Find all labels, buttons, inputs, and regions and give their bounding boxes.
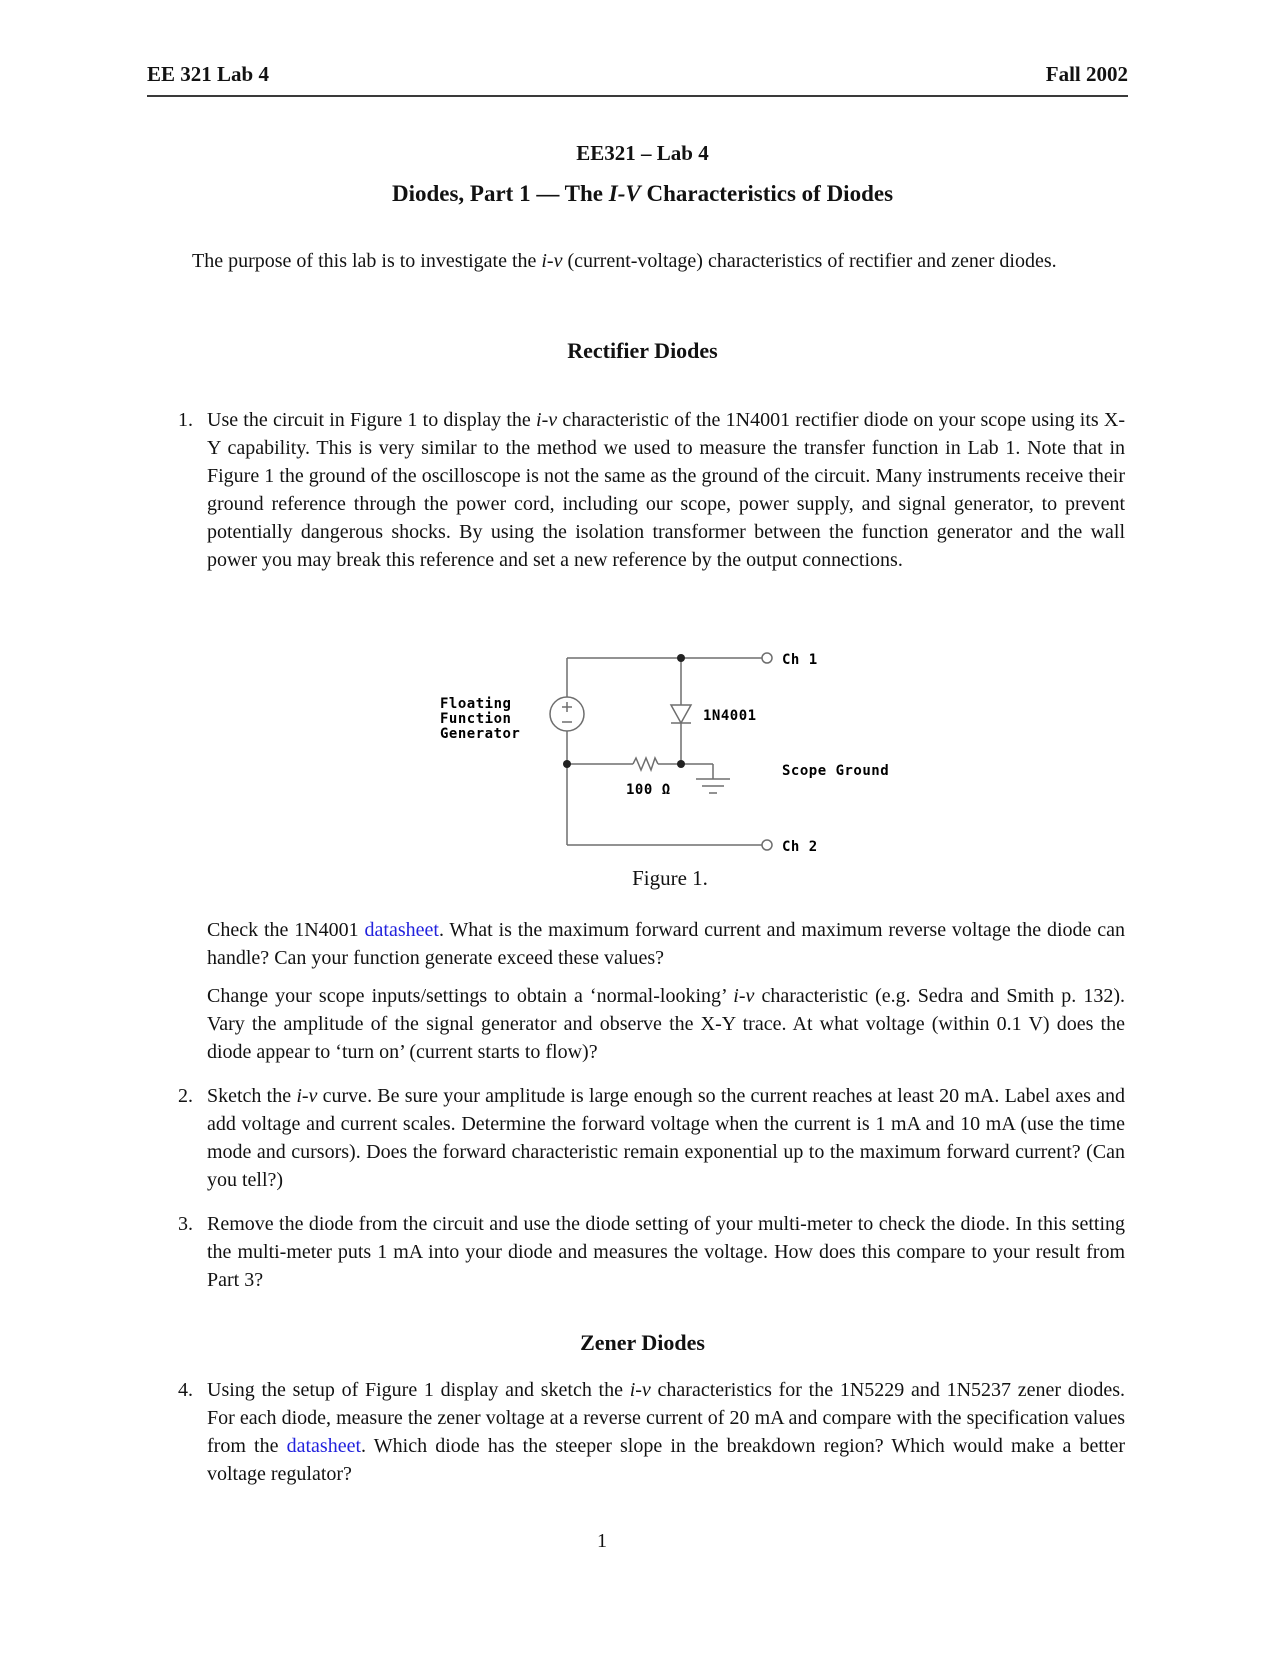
document-title: EE321 – Lab 4 <box>576 141 709 165</box>
italic-text: i-v <box>541 250 563 272</box>
italic-text: i-v <box>629 1379 651 1401</box>
text-segment: Check the 1N4001 <box>207 919 365 941</box>
resistor-icon <box>633 758 658 770</box>
item-number: 4. <box>178 1379 193 1401</box>
ch2-label: Ch 2 <box>782 839 818 855</box>
text-segment: characteristics for the 1N5229 and 1N5237 zener diodes. For each diode, measure the zener voltage at a reverse current of 20 mA and compare with the specification values from the <box>207 1379 1125 1457</box>
text-segment: Using the setup of Figure 1 display and sketch the <box>207 1379 630 1401</box>
section-heading-zener: Zener Diodes <box>580 1330 705 1355</box>
text-segment: characteristic of the 1N4001 rectifier diode on your scope using its X-Y capability. This is very similar to the method we used to measure the transfer function in Lab 1. Note that in Figure 1 the ground of the oscilloscope is not the same as the ground of the circuit. Many instruments receive their ground reference through the power cord, including our scope, power supply, and signal generator, to prevent potentially dangerous shocks. By using the isolation transformer between the function generator and the wall power you may break this reference and set a new reference by the output connections. <box>207 409 1125 571</box>
item-number: 2. <box>178 1085 193 1107</box>
italic-text: I-V <box>608 181 641 206</box>
item-number: 1. <box>178 409 193 431</box>
section-heading-rectifier: Rectifier Diodes <box>567 338 718 363</box>
junction-dot <box>563 760 571 768</box>
check-datasheet-paragraph <box>207 916 1125 972</box>
change-scope-paragraph <box>207 982 1125 1066</box>
text-segment: Change your scope inputs/settings to obtain a ‘normal-looking’ <box>207 985 734 1007</box>
intro-paragraph <box>150 247 1125 275</box>
diode-icon <box>671 705 691 723</box>
list-item-4 <box>178 1376 1125 1488</box>
italic-text: i-v <box>536 409 558 431</box>
ch1-terminal <box>762 653 772 663</box>
list-item-1 <box>178 406 1125 574</box>
item-number: 3. <box>178 1213 193 1235</box>
page-number: 1 <box>597 1530 607 1552</box>
junction-dot <box>677 654 685 662</box>
document-subtitle <box>150 181 1135 207</box>
item-text <box>207 406 1125 574</box>
text-segment: . Which diode has the steeper slope in the breakdown region? Which would make a better voltage regulator? <box>207 1435 1126 1485</box>
text-segment: characteristic (e.g. Sedra and Smith p. 132). Vary the amplitude of the signal generator and observe the X-Y trace. At what voltage (within 0.1 V) does the diode appear to ‘turn on’ (current starts to flow)? <box>207 985 1126 1063</box>
text-segment: Remove the diode from the circuit and use the diode setting of your multi-meter to check the diode. In this setting the multi-meter puts 1 mA into your diode and measures the voltage. How does this compare to your result from Part 3? <box>207 1213 1125 1291</box>
header-course: EE 321 Lab 4 <box>147 62 269 86</box>
item-text <box>207 1210 1125 1294</box>
header-term: Fall 2002 <box>1045 62 1128 86</box>
source-label-line2: Function <box>440 711 512 727</box>
text-segment: Characteristics of Diodes <box>640 181 894 206</box>
page-header <box>147 62 1128 97</box>
text-segment: The purpose of this lab is to investigate the <box>192 250 542 272</box>
item-text <box>207 1376 1125 1488</box>
italic-text: i-v <box>296 1085 318 1107</box>
text-segment: Diodes, Part 1 — The <box>391 181 609 206</box>
text-segment: . What is the maximum forward current and maximum reverse voltage the diode can handle? Can your function generate exceed these values? <box>207 919 1125 969</box>
diode-label: 1N4001 <box>703 708 757 724</box>
datasheet-link[interactable]: datasheet <box>286 1435 362 1457</box>
resistor-label: 100 Ω <box>626 782 671 798</box>
text-segment: curve. Be sure your amplitude is large enough so the current reaches at least 20 mA. Label axes and add voltage and current scales. Determine the forward voltage when the current is 1 mA and 10 mA (use the time mode and cursors). Does the forward characteristic remain exponential up to the maximum forward current? (Can you tell?) <box>207 1085 1125 1191</box>
source-label-line1: Floating <box>440 696 512 712</box>
ch1-label: Ch 1 <box>782 652 818 668</box>
text-segment: (current-voltage) characteristics of rectifier and zener diodes. <box>562 250 1057 272</box>
source-label-line3: Generator <box>440 726 521 742</box>
circuit-diagram <box>430 612 910 864</box>
scope-ground-label: Scope Ground <box>782 763 890 779</box>
datasheet-link[interactable]: datasheet <box>364 919 439 941</box>
list-item-2 <box>178 1082 1125 1194</box>
italic-text: i-v <box>733 985 755 1007</box>
junction-dot <box>677 760 685 768</box>
figure-caption: Figure 1. <box>632 866 708 890</box>
list-item-3 <box>178 1210 1125 1294</box>
text-segment: Use the circuit in Figure 1 to display the <box>207 409 537 431</box>
text-segment: Sketch the <box>207 1085 297 1107</box>
item-text <box>207 1082 1125 1194</box>
ch2-terminal <box>762 840 772 850</box>
